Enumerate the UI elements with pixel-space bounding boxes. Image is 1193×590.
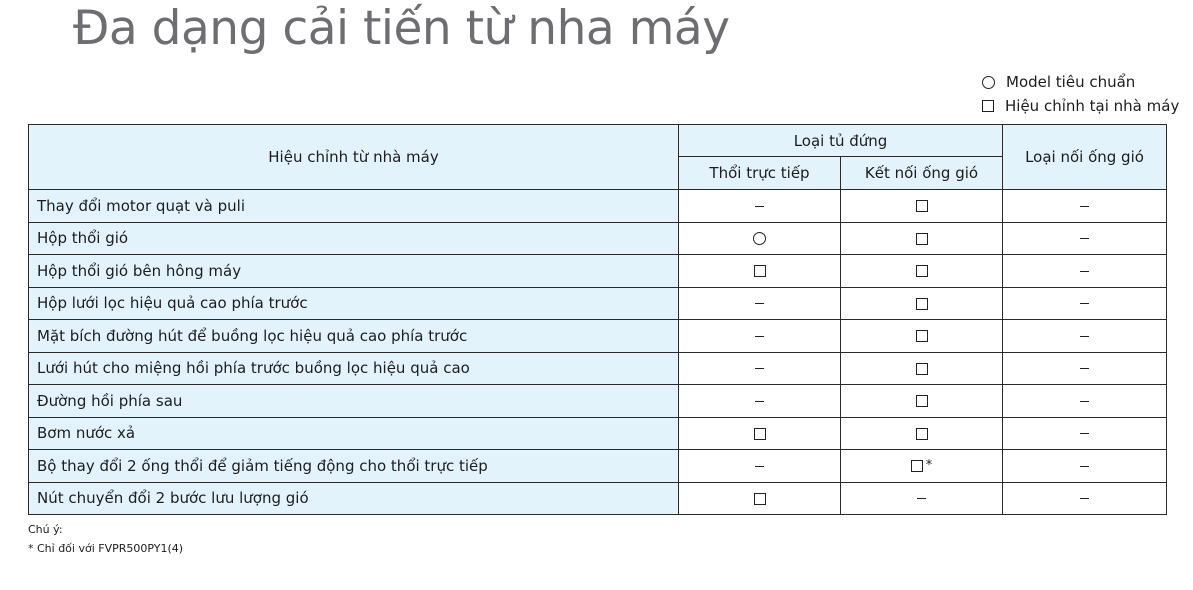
square-icon	[916, 298, 928, 310]
square-icon	[916, 395, 928, 407]
options-table	[28, 124, 1167, 515]
footnote-marker: *	[925, 457, 933, 473]
dash-icon	[1080, 498, 1089, 499]
table-row	[29, 450, 1167, 483]
square-icon	[916, 200, 928, 212]
cell-duct-connection	[841, 385, 1003, 418]
cell-ducted-type	[1003, 417, 1167, 450]
square-icon	[916, 330, 928, 342]
square-icon	[754, 265, 766, 277]
cell-duct-connection	[841, 287, 1003, 320]
cell-ducted-type	[1003, 385, 1167, 418]
cell-direct-blow	[679, 385, 841, 418]
cell-duct-connection	[841, 417, 1003, 450]
cell-direct-blow	[679, 482, 841, 515]
table-row	[29, 417, 1167, 450]
cell-duct-connection	[841, 320, 1003, 353]
square-icon	[916, 233, 928, 245]
table-row	[29, 320, 1167, 353]
dash-icon	[755, 368, 764, 369]
table-row	[29, 190, 1167, 223]
cell-ducted-type	[1003, 352, 1167, 385]
feature-cell: Bơm nước xả	[29, 417, 679, 450]
cell-duct-connection	[841, 255, 1003, 288]
table-row	[29, 222, 1167, 255]
dash-icon	[755, 466, 764, 467]
dash-icon	[1080, 466, 1089, 467]
feature-cell: Nút chuyển đổi 2 bước lưu lượng gió	[29, 482, 679, 515]
feature-cell: Thay đổi motor quạt và puli	[29, 190, 679, 223]
legend-label-factory: Hiệu chỉnh tại nhà máy	[1005, 97, 1180, 115]
cell-ducted-type	[1003, 190, 1167, 223]
square-icon	[916, 265, 928, 277]
feature-cell: Lưới hút cho miệng hồi phía trước buồng lọc hiệu quả cao	[29, 352, 679, 385]
table-row	[29, 255, 1167, 288]
header-direct-blow: Thổi trực tiếp	[679, 157, 841, 190]
cell-direct-blow	[679, 320, 841, 353]
feature-cell: Đường hồi phía sau	[29, 385, 679, 418]
dash-icon	[917, 498, 926, 499]
square-icon	[916, 363, 928, 375]
dash-icon	[1080, 206, 1089, 207]
table-row	[29, 385, 1167, 418]
header-duct-connection: Kết nối ống gió	[841, 157, 1003, 190]
square-icon	[754, 493, 766, 505]
dash-icon	[755, 206, 764, 207]
cell-direct-blow	[679, 352, 841, 385]
cell-duct-connection	[841, 190, 1003, 223]
cell-ducted-type	[1003, 320, 1167, 353]
dash-icon	[1080, 271, 1089, 272]
table-row	[29, 482, 1167, 515]
notes-text: * Chỉ đối với FVPR500PY1(4)	[28, 542, 184, 555]
header-feature: Hiệu chỉnh từ nhà máy	[29, 125, 679, 190]
square-icon	[982, 100, 994, 112]
dash-icon	[755, 401, 764, 402]
feature-cell: Bộ thay đổi 2 ống thổi để giảm tiếng động cho thổi trực tiếp	[29, 450, 679, 483]
page-title: Đa dạng cải tiến từ nha máy	[73, 1, 730, 56]
cell-ducted-type	[1003, 450, 1167, 483]
legend	[982, 70, 1179, 118]
feature-cell: Hộp thổi gió bên hông máy	[29, 255, 679, 288]
circle-icon	[753, 232, 766, 245]
table-row	[29, 287, 1167, 320]
feature-cell: Mặt bích đường hút để buồng lọc hiệu quả cao phía trước	[29, 320, 679, 353]
dash-icon	[1080, 401, 1089, 402]
cell-direct-blow	[679, 222, 841, 255]
cell-direct-blow	[679, 450, 841, 483]
cell-ducted-type	[1003, 222, 1167, 255]
dash-icon	[1080, 303, 1089, 304]
dash-icon	[755, 303, 764, 304]
legend-item-factory	[982, 94, 1179, 118]
table-row	[29, 352, 1167, 385]
legend-label-standard: Model tiêu chuẩn	[1006, 73, 1136, 91]
feature-cell: Hộp thổi gió	[29, 222, 679, 255]
cell-duct-connection	[841, 352, 1003, 385]
cell-direct-blow	[679, 417, 841, 450]
cell-direct-blow	[679, 255, 841, 288]
dash-icon	[1080, 238, 1089, 239]
notes-label: Chú ý:	[28, 523, 63, 536]
feature-cell: Hộp lưới lọc hiệu quả cao phía trước	[29, 287, 679, 320]
dash-icon	[755, 336, 764, 337]
cell-direct-blow	[679, 287, 841, 320]
header-floor-standing: Loại tủ đứng	[679, 125, 1003, 157]
circle-icon	[982, 76, 995, 89]
cell-ducted-type	[1003, 255, 1167, 288]
header-ducted-type: Loại nối ống gió	[1003, 125, 1167, 190]
table-body	[29, 190, 1167, 515]
cell-duct-connection	[841, 450, 1003, 483]
legend-item-standard	[982, 70, 1179, 94]
dash-icon	[1080, 336, 1089, 337]
dash-icon	[1080, 368, 1089, 369]
square-icon	[911, 460, 923, 472]
cell-ducted-type	[1003, 287, 1167, 320]
cell-duct-connection	[841, 482, 1003, 515]
square-icon	[754, 428, 766, 440]
cell-ducted-type	[1003, 482, 1167, 515]
notes	[28, 520, 183, 558]
square-icon	[916, 428, 928, 440]
dash-icon	[1080, 433, 1089, 434]
cell-duct-connection	[841, 222, 1003, 255]
cell-direct-blow	[679, 190, 841, 223]
